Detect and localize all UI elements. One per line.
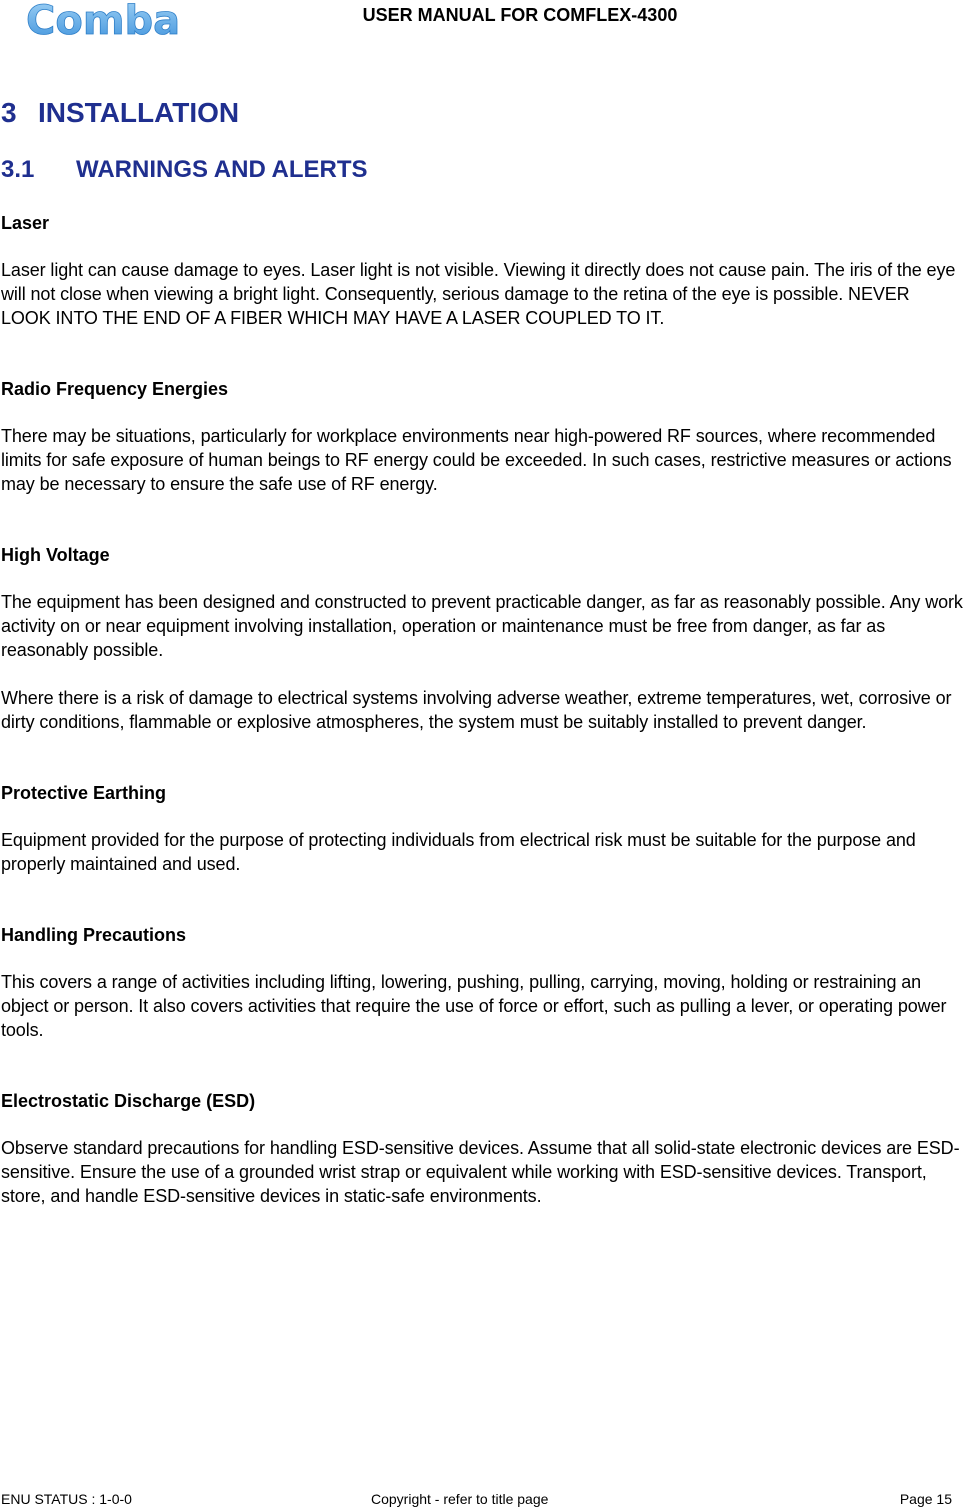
subsection-high-voltage xyxy=(1,544,963,734)
subsection-handling-precautions xyxy=(1,924,963,1042)
subsection-paragraph: Laser light can cause damage to eyes. Laser light is not visible. Viewing it directly does not cause pain. The iris of the eye will not close when viewing a bright light. Consequently, serious damage to the retina of the eye is possible. NEVER LOOK INTO THE END OF A FIBER WHICH MAY HAVE A LASER COUPLED TO IT. xyxy=(1,260,956,328)
subsection-paragraph: Observe standard precautions for handling ESD-sensitive devices. Assume that all solid-state electronic devices are ESD-sensitive. Ensure the use of a grounded wrist strap or equivalent while working with ESD-sensitive devices. Transport, store, and handle ESD-sensitive devices in static-safe environments. xyxy=(1,1138,960,1206)
subsection-title: Electrostatic Discharge (ESD) xyxy=(1,1091,256,1111)
subsection-title: Protective Earthing xyxy=(1,783,167,803)
subsection-laser xyxy=(1,212,963,330)
subsection-title: Radio Frequency Energies xyxy=(1,379,229,399)
subsection-radio-frequency xyxy=(1,378,963,496)
section-number: 3.1 xyxy=(1,156,35,183)
subsection-protective-earthing xyxy=(1,782,963,876)
subsection-title: Laser xyxy=(1,213,50,233)
chapter-title: INSTALLATION xyxy=(38,97,240,128)
warnings-content xyxy=(1,212,963,1208)
subsection-esd xyxy=(1,1090,963,1208)
footer-status: ENU STATUS : 1-0-0 xyxy=(1,1491,132,1507)
chapter-number: 3 xyxy=(1,97,17,128)
logo-text: Comba xyxy=(26,0,181,42)
subsection-paragraph: Where there is a risk of damage to electrical systems involving adverse weather, extreme temperatures, wet, corrosive or dirty conditions, flammable or explosive atmospheres, the system must be suitably installed to prevent danger. xyxy=(1,688,952,732)
subsection-paragraph: Equipment provided for the purpose of protecting individuals from electrical risk must be suitable for the purpose and properly maintained and used. xyxy=(1,830,916,874)
subsection-paragraph: This covers a range of activities including lifting, lowering, pushing, pulling, carrying, moving, holding or restraining an object or person. It also covers activities that require the use of force or effort, such as pulling a lever, or operating power tools. xyxy=(1,972,947,1040)
subsection-title: Handling Precautions xyxy=(1,925,187,945)
chapter-heading xyxy=(1,96,239,130)
subsection-paragraph: The equipment has been designed and constructed to prevent practicable danger, as far as reasonably possible. Any work activity on or near equipment involving installation, operation or maintenance must be free from danger, as far as reasonably possible. xyxy=(1,592,963,660)
section-title: WARNINGS AND ALERTS xyxy=(76,156,368,183)
comba-logo xyxy=(24,0,210,42)
section-heading xyxy=(1,155,368,185)
subsection-paragraph: There may be situations, particularly for workplace environments near high-powered RF sources, where recommended limits for safe exposure of human beings to RF energy could be exceeded. In such cases, restrictive measures or actions may be necessary to ensure the safe use of RF energy. xyxy=(1,426,952,494)
subsection-title: High Voltage xyxy=(1,545,110,565)
footer-copyright: Copyright - refer to title page xyxy=(371,1491,549,1507)
footer-page-number: Page 15 xyxy=(899,1491,952,1507)
document-header-title: USER MANUAL FOR COMFLEX-4300 xyxy=(362,5,678,25)
comba-logo-mark xyxy=(24,0,210,42)
